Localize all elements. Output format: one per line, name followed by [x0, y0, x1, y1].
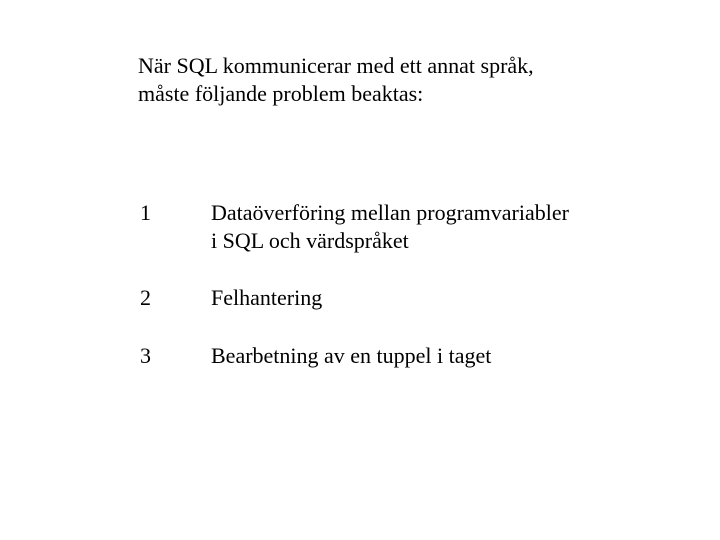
item-text: [211, 342, 691, 370]
item-text-line: Bearbetning av en tuppel i taget: [211, 343, 492, 368]
item-text-line: i SQL och värdspråket: [211, 228, 409, 253]
item-number: 3: [140, 343, 151, 368]
item-text-line: Dataöverföring mellan programvariabler: [211, 200, 569, 225]
item-number: 1: [140, 200, 151, 225]
item-number: 2: [140, 285, 151, 310]
intro-line-1: När SQL kommunicerar med ett annat språk,: [138, 53, 534, 78]
item-text-line: Felhantering: [211, 285, 323, 310]
item-text: [211, 199, 691, 255]
item-text: [211, 284, 691, 312]
intro-line-2: måste följande problem beaktas:: [138, 81, 424, 106]
